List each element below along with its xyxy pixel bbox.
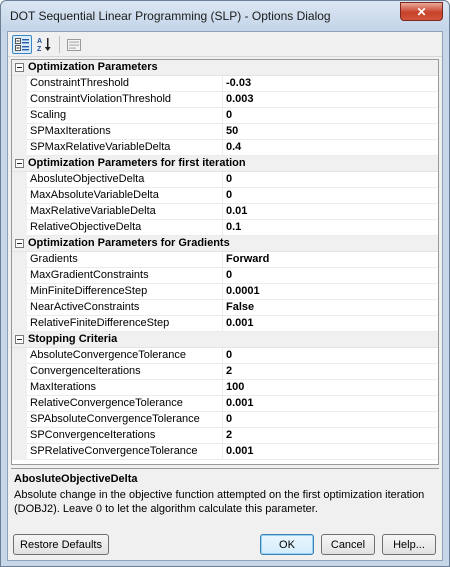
svg-text:A: A xyxy=(37,38,43,45)
close-button[interactable] xyxy=(400,2,443,21)
category-label: Optimization Parameters xyxy=(28,61,158,73)
property-name: RelativeObjectiveDelta xyxy=(30,221,142,233)
property-value[interactable]: 2 xyxy=(226,365,233,377)
property-name: RelativeConvergenceTolerance xyxy=(30,397,183,409)
property-name: ConstraintViolationThreshold xyxy=(30,93,172,105)
row-gutter xyxy=(12,140,27,156)
property-row[interactable] xyxy=(12,76,438,92)
sort-az-icon xyxy=(37,37,53,52)
column-divider xyxy=(222,124,223,140)
ok-button[interactable]: OK xyxy=(260,534,314,555)
row-gutter xyxy=(12,172,27,188)
help-panel xyxy=(11,468,439,518)
row-gutter xyxy=(12,380,27,396)
property-row[interactable] xyxy=(12,428,438,444)
category-label: Stopping Criteria xyxy=(28,333,118,345)
row-gutter xyxy=(12,204,27,220)
property-pages-icon xyxy=(67,39,81,51)
column-divider xyxy=(222,172,223,188)
property-row[interactable] xyxy=(12,300,438,316)
property-value[interactable]: 0.001 xyxy=(226,397,254,409)
help-description: Absolute change in the objective function attempted on the first optimization iteration (DOBJ2). Leave 0 to let the algorithm calculate this parameter. xyxy=(14,489,425,515)
property-value[interactable]: 0.1 xyxy=(226,221,242,233)
categorized-button[interactable] xyxy=(12,35,32,54)
collapse-icon[interactable] xyxy=(15,335,24,344)
row-gutter xyxy=(12,284,27,300)
row-gutter xyxy=(12,188,27,204)
row-gutter xyxy=(12,76,27,92)
title-bar[interactable] xyxy=(1,1,449,31)
window-title: DOT Sequential Linear Programming (SLP) - Options Dialog xyxy=(10,9,331,23)
column-divider xyxy=(222,188,223,204)
collapse-icon[interactable] xyxy=(15,63,24,72)
column-divider xyxy=(222,284,223,300)
property-value[interactable]: 2 xyxy=(226,429,233,441)
category-label: Optimization Parameters for first iteration xyxy=(28,157,246,169)
row-gutter xyxy=(12,108,27,124)
toolbar-separator xyxy=(59,36,60,53)
categorized-icon xyxy=(15,38,29,51)
property-name: MaxRelativeVariableDelta xyxy=(30,205,156,217)
close-icon: ✕ xyxy=(416,4,427,19)
dialog-client-area xyxy=(7,31,443,561)
property-value[interactable]: 0 xyxy=(226,269,233,281)
column-divider xyxy=(222,92,223,108)
property-name: SPMaxIterations xyxy=(30,125,111,137)
property-value[interactable]: 0.001 xyxy=(226,317,254,329)
property-row[interactable] xyxy=(12,92,438,108)
category-row[interactable] xyxy=(12,60,438,76)
property-value[interactable]: 0 xyxy=(226,109,233,121)
column-divider xyxy=(222,300,223,316)
row-gutter xyxy=(12,364,27,380)
property-name: SPAbsoluteConvergenceTolerance xyxy=(30,413,200,425)
category-row[interactable] xyxy=(12,332,438,348)
column-divider xyxy=(222,396,223,412)
column-divider xyxy=(222,220,223,236)
category-row[interactable] xyxy=(12,236,438,252)
help-title: AbosluteObjectiveDelta xyxy=(14,473,138,485)
property-row[interactable] xyxy=(12,284,438,300)
svg-text:Z: Z xyxy=(37,46,42,52)
property-row[interactable] xyxy=(12,252,438,268)
cancel-button[interactable]: Cancel xyxy=(321,534,375,555)
column-divider xyxy=(222,444,223,460)
row-gutter xyxy=(12,92,27,108)
row-gutter xyxy=(12,396,27,412)
row-gutter xyxy=(12,316,27,332)
property-value[interactable]: Forward xyxy=(226,253,270,265)
property-name: RelativeFiniteDifferenceStep xyxy=(30,317,170,329)
column-divider xyxy=(222,108,223,124)
row-gutter xyxy=(12,252,27,268)
property-name: NearActiveConstraints xyxy=(30,301,140,313)
property-row[interactable] xyxy=(12,444,438,460)
property-pages-button[interactable] xyxy=(64,35,84,54)
row-gutter xyxy=(12,412,27,428)
property-name: MaxGradientConstraints xyxy=(30,269,149,281)
property-value[interactable]: 0.003 xyxy=(226,93,254,105)
alphabetical-button[interactable] xyxy=(35,35,55,54)
property-value[interactable]: 0.001 xyxy=(226,445,254,457)
property-grid-toolbar xyxy=(8,32,442,57)
column-divider xyxy=(222,140,223,156)
row-gutter xyxy=(12,268,27,284)
property-row[interactable] xyxy=(12,364,438,380)
collapse-icon[interactable] xyxy=(15,239,24,248)
property-name: MaxAbsoluteVariableDelta xyxy=(30,189,159,201)
category-label: Optimization Parameters for Gradients xyxy=(28,237,230,249)
column-divider xyxy=(222,348,223,364)
property-name: AbsoluteConvergenceTolerance xyxy=(30,349,186,361)
property-row[interactable] xyxy=(12,220,438,236)
row-gutter xyxy=(12,348,27,364)
property-row[interactable] xyxy=(12,108,438,124)
property-row[interactable] xyxy=(12,348,438,364)
row-gutter xyxy=(12,124,27,140)
property-row[interactable] xyxy=(12,204,438,220)
property-name: SPRelativeConvergenceTolerance xyxy=(30,445,198,457)
property-row[interactable] xyxy=(12,124,438,140)
row-gutter xyxy=(12,428,27,444)
property-name: MaxIterations xyxy=(30,381,97,393)
property-row[interactable] xyxy=(12,172,438,188)
help-button[interactable]: Help... xyxy=(382,534,436,555)
row-gutter xyxy=(12,220,27,236)
property-value[interactable]: 50 xyxy=(226,125,239,137)
column-divider xyxy=(222,76,223,92)
property-row[interactable] xyxy=(12,268,438,284)
property-name: Scaling xyxy=(30,109,67,121)
property-name: Gradients xyxy=(30,253,78,265)
property-row[interactable] xyxy=(12,316,438,332)
row-gutter xyxy=(12,300,27,316)
property-grid[interactable] xyxy=(11,59,439,465)
property-name: ConvergenceIterations xyxy=(30,365,141,377)
column-divider xyxy=(222,252,223,268)
restore-defaults-button[interactable]: Restore Defaults xyxy=(13,534,109,555)
property-row[interactable] xyxy=(12,140,438,156)
property-value[interactable]: 0 xyxy=(226,413,233,425)
property-row[interactable] xyxy=(12,396,438,412)
collapse-icon[interactable] xyxy=(15,159,24,168)
column-divider xyxy=(222,316,223,332)
property-name: SPConvergenceIterations xyxy=(30,429,156,441)
property-value[interactable]: 100 xyxy=(226,381,245,393)
column-divider xyxy=(222,268,223,284)
category-row[interactable] xyxy=(12,156,438,172)
property-value[interactable]: 0 xyxy=(226,349,233,361)
property-value[interactable]: False xyxy=(226,301,255,313)
property-value[interactable]: 0.01 xyxy=(226,205,248,217)
column-divider xyxy=(222,204,223,220)
property-row[interactable] xyxy=(12,380,438,396)
property-row[interactable] xyxy=(12,412,438,428)
property-value[interactable]: 0 xyxy=(226,189,233,201)
column-divider xyxy=(222,364,223,380)
column-divider xyxy=(222,412,223,428)
row-gutter xyxy=(12,444,27,460)
property-value[interactable]: 0 xyxy=(226,173,233,185)
property-value[interactable]: 0.0001 xyxy=(226,285,260,297)
column-divider xyxy=(222,380,223,396)
property-row[interactable] xyxy=(12,188,438,204)
property-name: AbosluteObjectiveDelta xyxy=(30,173,145,185)
property-name: ConstraintThreshold xyxy=(30,77,130,89)
property-value[interactable]: 0.4 xyxy=(226,141,242,153)
property-name: SPMaxRelativeVariableDelta xyxy=(30,141,171,153)
column-divider xyxy=(222,428,223,444)
property-name: MinFiniteDifferenceStep xyxy=(30,285,148,297)
property-value[interactable]: -0.03 xyxy=(226,77,252,89)
